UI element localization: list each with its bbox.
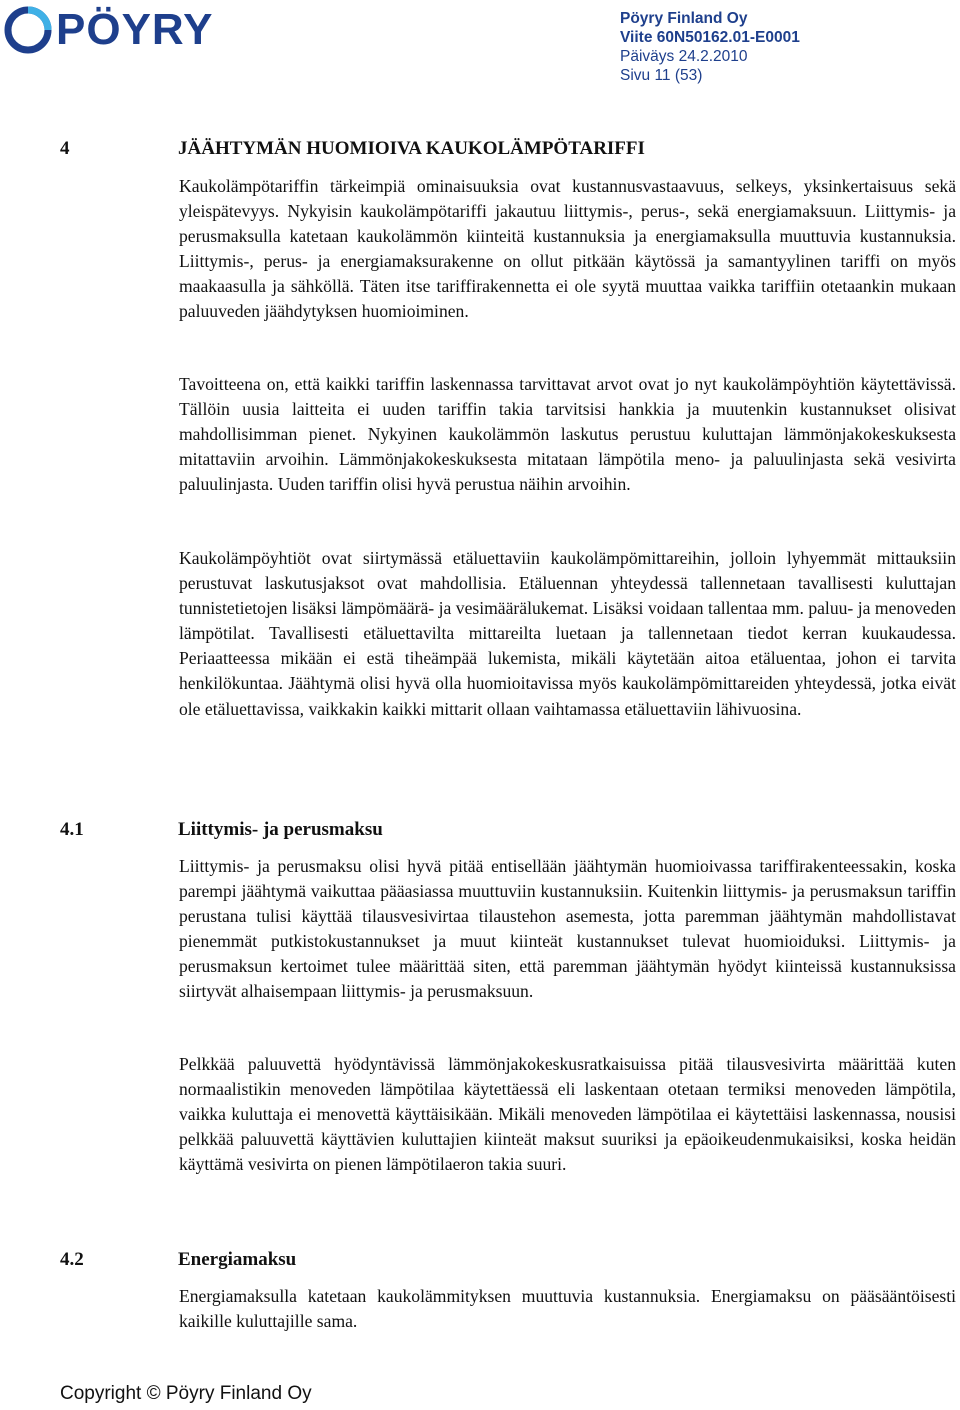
paragraph: Kaukolämpöyhtiöt ovat siirtymässä etäluettaviin kaukolämpömittareihin, jolloin lyhyemmät mittauksiin perustuvat laskutusjaksot ovat mahdollisia. Etäluennan yhteydessä tallennetaan tavallisesti kuluttajan tunnistetietojen lisäksi lämpömäärä- ja vesimäärälukemat. Lisäksi voidaan tallentaa mm. paluu- ja menoveden lämpötilat. Tavallisesti etäluettavilta mittareilta luetaan ja tallennetaan tiedot kerran kuukaudessa. Periaatteessa mikään ei estä tiheämpää lukemista, mikäli käytetään aitoa etäluentaa, johon ei tarvita henkilökuntaa. Jäähtymä olisi hyvä olla huomioitavissa myös kaukolämpömittareiden yhteydessä, jotka eivät ole etäluettavissa, vaikkakin kaikki mittarit ollaan vaihtamassa etäluettaviin lähivuosina. <box>179 548 956 719</box>
poyry-logo-icon <box>4 6 52 54</box>
subsection-title: Energiamaksu <box>178 1249 297 1270</box>
company-logo <box>4 6 213 54</box>
section-title: JÄÄHTYMÄN HUOMIOIVA KAUKOLÄMPÖTARIFFI <box>178 138 645 159</box>
paragraph: Tavoitteena on, että kaikki tariffin laskennassa tarvittavat arvot ovat jo nyt kaukolämpöyhtiön käytettävissä. Tällöin uusia laitteita ei uuden tariffin takia tarvitsisi hankkia ja muutenkin kustannukset olisivat mahdollisimman pienet. Nykyinen kaukolämmön laskutus perustuu kuluttajan lämmönjakokeskuksesta mitattaviin arvoihin. Lämmönjakokeskuksesta mitataan lämpötila meno- ja paluulinjasta sekä vesivirta paluulinjasta. Uuden tariffin olisi hyvä perustua näihin arvoihin. <box>179 374 956 495</box>
document-date: Päiväys 24.2.2010 <box>620 48 748 65</box>
document-meta <box>620 9 800 85</box>
paragraph: Pelkkää paluuvettä hyödyntävissä lämmönjakokeskusratkaisuissa pitää tilausvesivirta määrittää kuten normaalistikin menoveden lämpötilaa käytettäessä eli laskentaan otetaan termiksi menoveden lämpötila, vaikka kuluttaja ei menovettä käyttäisikään. Mikäli menoveden lämpötilaa ei käytettäisi laskennassa, nousisi pelkkää paluuvettä käyttävien kuluttajien kiinteät maksut suuriksi ja epäoikeudenmukaisiksi, koska heidän käyttämä vesivirta on pienen lämpötilaeron takia suuri. <box>179 1054 956 1175</box>
section-number: 4 <box>60 138 70 159</box>
logo-wordmark: PÖYRY <box>56 5 214 54</box>
subsection-number: 4.1 <box>60 819 84 840</box>
company-name: Pöyry Finland Oy <box>620 10 748 27</box>
paragraph: Kaukolämpötariffin tärkeimpiä ominaisuuksia ovat kustannusvastaavuus, selkeys, yksinkertaisuus sekä yleispätevyys. Nykyisin kaukolämpötariffi jakautuu liittymis-, perus-, sekä energiamaksuun. Liittymis- ja perusmaksulla katetaan kaukolämmön kiinteitä kustannuksia ja energiamaksulla muuttuvia kustannuksia. Liittymis-, perus- ja energiamaksurakenne on ollut pitkään käytössä ja samantyylinen tariffi on myös maakaasulla ja sähköllä. Täten itse tariffirakennetta ei ole syytä muuttaa vaikka tariffiin otetaankin mukaan paluuveden jäähdytyksen huomioiminen. <box>179 176 956 322</box>
page-number: Sivu 11 (53) <box>620 67 703 84</box>
paragraph: Energiamaksulla katetaan kaukolämmityksen muuttuvia kustannuksia. Energiamaksu on pääsääntöisesti kaikille kuluttajille sama. <box>179 1286 956 1332</box>
footer-copyright: Copyright © Pöyry Finland Oy <box>60 1383 312 1404</box>
subsection-number: 4.2 <box>60 1249 84 1270</box>
paragraph: Liittymis- ja perusmaksu olisi hyvä pitää entisellään jäähtymän huomioivassa tariffirakenteessakin, koska parempi jäähtymä vaikuttaa pääasiassa muuttuviin kustannuksiin. Kuitenkin liittymis- ja perusmaksun tariffin perustana tulisi käyttää tilausvesivirtaa tilaustehon asemesta, jotta paremman jäähtymän mahdollistavat pienemmät putkistokustannukset ja muut kiinteät kustannukset tulevat huomioiduksi. Liittymis- ja perusmaksun kertoimet tulee määrittää siten, että paremman jäähtymän hyödyt kiinteissä kustannuksissa siirtyvät alhaisempaan liittymis- ja perusmaksuun. <box>179 856 956 1002</box>
subsection-title: Liittymis- ja perusmaksu <box>178 819 383 840</box>
document-reference: Viite 60N50162.01-E0001 <box>620 29 800 46</box>
